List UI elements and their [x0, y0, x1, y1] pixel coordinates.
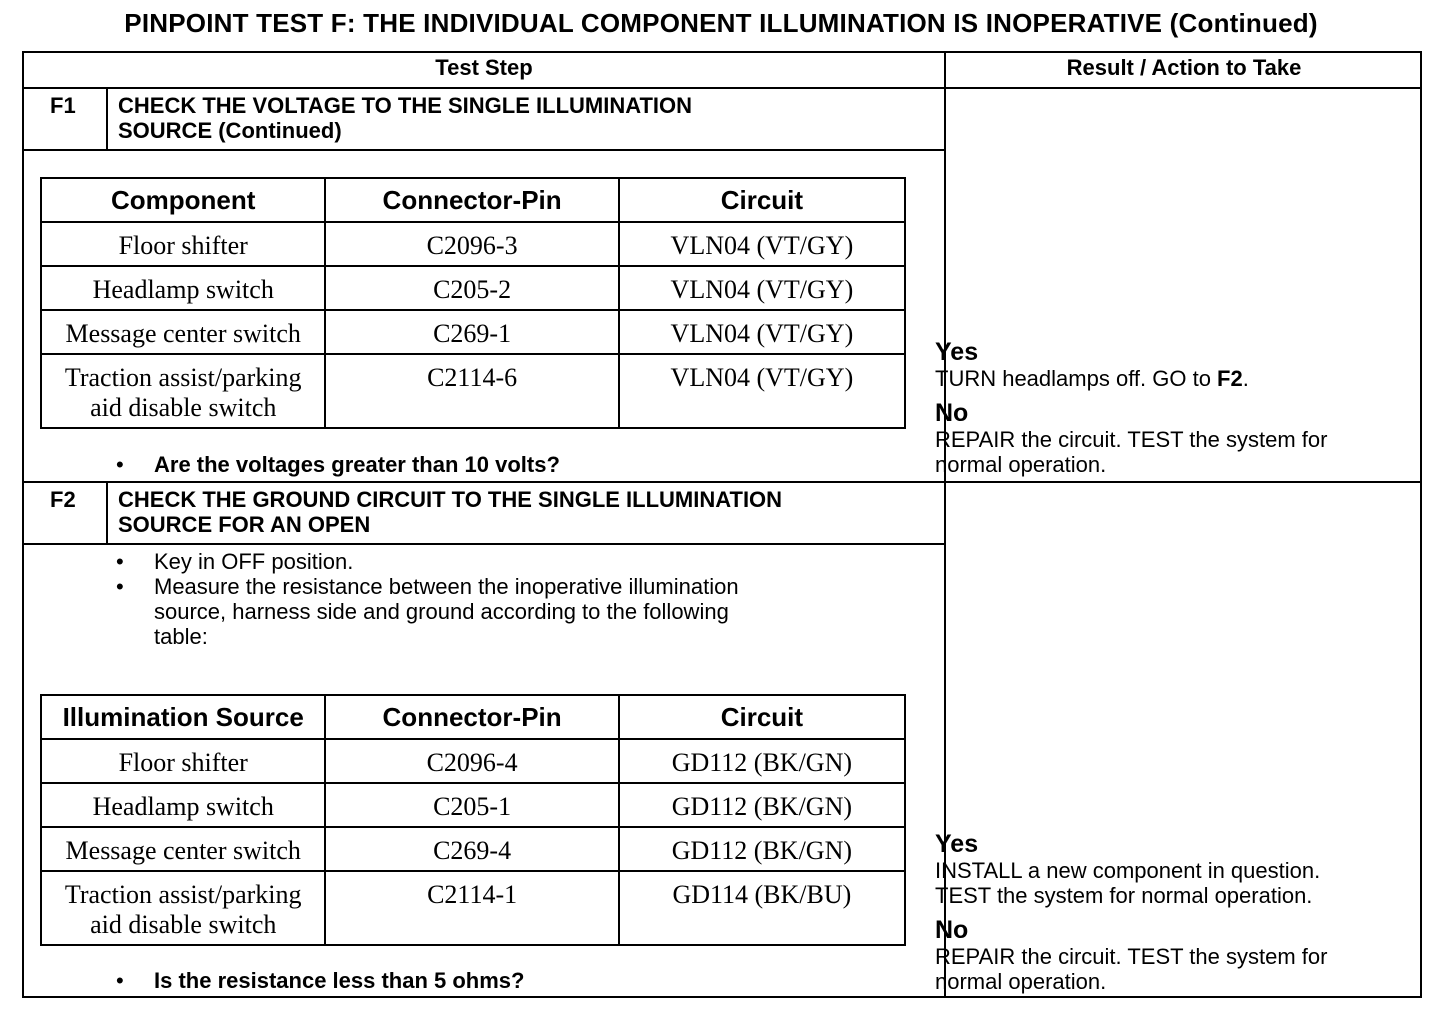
- table-row: [41, 222, 905, 266]
- instruction-line3: table:: [154, 624, 208, 649]
- connector-pin-cell: C2096-4: [325, 739, 618, 783]
- circuit-cell: VLN04 (VT/GY): [619, 310, 905, 354]
- bullet-icon: •: [116, 574, 124, 599]
- bullet-icon: •: [116, 968, 124, 993]
- step-id-f1: F1: [50, 93, 76, 118]
- circuit-cell: VLN04 (VT/GY): [619, 354, 905, 428]
- question-text: Is the resistance less than 5 ohms?: [154, 968, 525, 993]
- connector-pin-cell: C2114-6: [325, 354, 618, 428]
- connector-pin-cell: C269-1: [325, 310, 618, 354]
- circuit-cell: GD112 (BK/GN): [619, 739, 905, 783]
- yes-action-line1: INSTALL a new component in question.: [935, 858, 1321, 883]
- page-title: PINPOINT TEST F: THE INDIVIDUAL COMPONENT ILLUMINATION IS INOPERATIVE (Continued): [124, 8, 1318, 38]
- yes-action-end: .: [1242, 366, 1249, 391]
- yes-label: Yes: [935, 830, 979, 858]
- no-action-line2: normal operation.: [935, 452, 1107, 477]
- table-row: [41, 783, 905, 827]
- yes-action: [935, 366, 1327, 391]
- step-divider: [24, 481, 1420, 483]
- yes-action-line2: TEST the system for normal operation.: [935, 883, 1313, 908]
- connector-pin-cell: C2096-3: [325, 222, 618, 266]
- column-header: Circuit: [619, 178, 905, 222]
- ground-check-table: [40, 694, 906, 946]
- step-reference-link[interactable]: F2: [1217, 366, 1243, 391]
- component-cell: Headlamp switch: [41, 266, 325, 310]
- illumination-source-cell: Headlamp switch: [41, 783, 325, 827]
- yes-label: Yes: [935, 338, 979, 366]
- circuit-cell: VLN04 (VT/GY): [619, 266, 905, 310]
- connector-pin-cell: C205-2: [325, 266, 618, 310]
- result-f1: [935, 338, 1327, 477]
- no-action-line2: normal operation.: [935, 969, 1107, 994]
- column-header: Connector-Pin: [325, 178, 618, 222]
- no-action-line1: REPAIR the circuit. TEST the system for: [935, 427, 1328, 452]
- component-cell: Floor shifter: [41, 222, 325, 266]
- step-title-f2-line2: SOURCE FOR AN OPEN: [118, 512, 371, 537]
- connector-pin-cell: C205-1: [325, 783, 618, 827]
- step-title-f1-line2: SOURCE (Continued): [118, 118, 342, 143]
- table-row: [41, 739, 905, 783]
- circuit-cell: VLN04 (VT/GY): [619, 222, 905, 266]
- component-cell: [41, 354, 325, 428]
- yes-action-text: TURN headlamps off. GO to: [935, 366, 1218, 391]
- component-line2: aid disable switch: [90, 393, 277, 422]
- no-action-line1: REPAIR the circuit. TEST the system for: [935, 944, 1328, 969]
- source-line1: Traction assist/parking: [64, 880, 302, 909]
- header-test-step: Test Step: [435, 55, 533, 80]
- column-header: Connector-Pin: [325, 695, 618, 739]
- header-result-action: Result / Action to Take: [1066, 55, 1302, 80]
- circuit-cell: GD114 (BK/BU): [619, 871, 905, 945]
- step-id-f2: F2: [50, 487, 76, 512]
- step-title-f2: [118, 487, 918, 537]
- step-id-divider: [106, 89, 108, 150]
- table-row: [41, 354, 905, 428]
- question-text: Are the voltages greater than 10 volts?: [154, 452, 560, 477]
- connector-pin-cell: C269-4: [325, 827, 618, 871]
- step-title-f1-line1: CHECK THE VOLTAGE TO THE SINGLE ILLUMINATION: [118, 93, 693, 118]
- component-line1: Traction assist/parking: [64, 363, 302, 392]
- step-title-f1: [118, 93, 918, 143]
- table-row: [41, 266, 905, 310]
- column-header: Circuit: [619, 695, 905, 739]
- voltage-check-table: [40, 177, 906, 429]
- step-id-divider: [106, 483, 108, 544]
- instruction-text: [154, 574, 739, 649]
- column-header: Illumination Source: [41, 695, 325, 739]
- illumination-source-cell: Message center switch: [41, 827, 325, 871]
- table-header-row: [41, 695, 905, 739]
- result-f2: [935, 830, 1327, 994]
- connector-pin-cell: C2114-1: [325, 871, 618, 945]
- column-header: Component: [41, 178, 325, 222]
- table-row: [41, 310, 905, 354]
- instruction-line1: Measure the resistance between the inoperative illumination: [154, 574, 739, 599]
- step-title-f2-line1: CHECK THE GROUND CIRCUIT TO THE SINGLE ILLUMINATION: [118, 487, 783, 512]
- bullet-icon: •: [116, 452, 124, 477]
- f2-title-divider: [24, 543, 944, 545]
- illumination-source-cell: Floor shifter: [41, 739, 325, 783]
- table-header-row: [41, 178, 905, 222]
- component-cell: Message center switch: [41, 310, 325, 354]
- no-label: No: [935, 916, 969, 944]
- circuit-cell: GD112 (BK/GN): [619, 783, 905, 827]
- no-label: No: [935, 399, 969, 427]
- instruction-text: Key in OFF position.: [154, 549, 354, 574]
- illumination-source-cell: [41, 871, 325, 945]
- instruction-line2: source, harness side and ground according to the following: [154, 599, 729, 624]
- bullet-icon: •: [116, 549, 124, 574]
- source-line2: aid disable switch: [90, 910, 277, 939]
- table-row: [41, 871, 905, 945]
- header-divider: [24, 87, 1420, 89]
- table-row: [41, 827, 905, 871]
- f1-title-divider: [24, 149, 944, 151]
- pinpoint-test-table: [22, 51, 1422, 998]
- circuit-cell: GD112 (BK/GN): [619, 827, 905, 871]
